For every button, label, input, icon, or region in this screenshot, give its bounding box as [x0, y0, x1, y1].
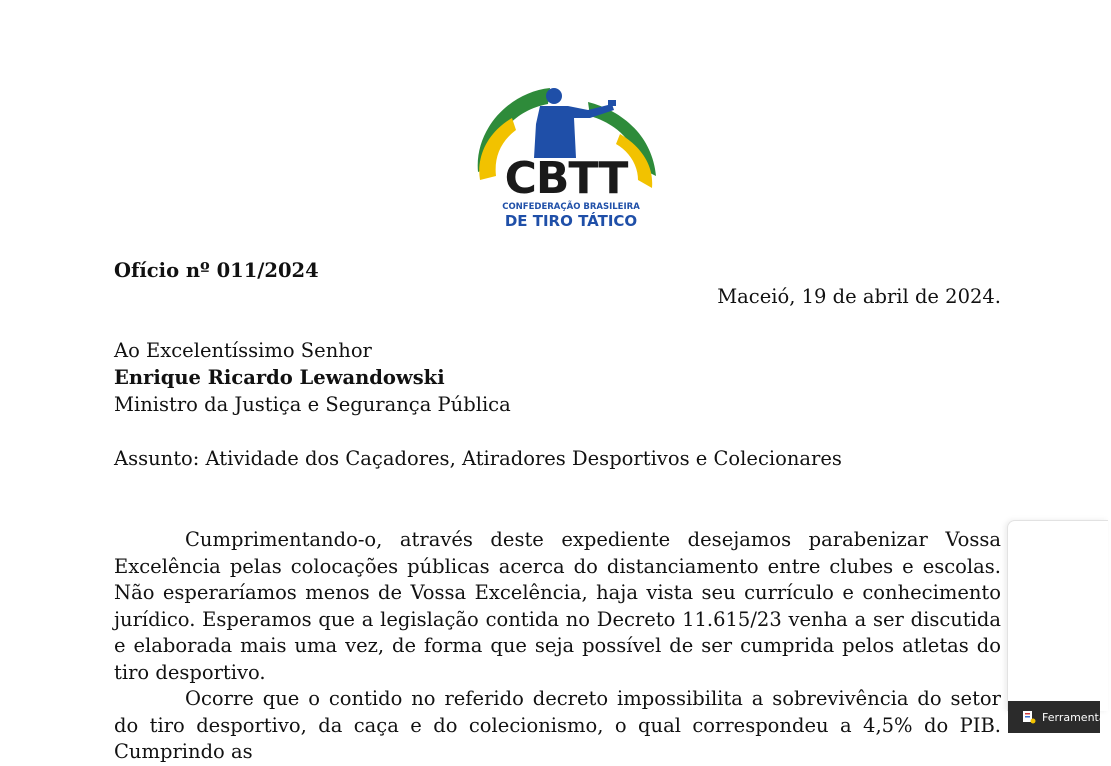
- addressee-title: Ministro da Justiça e Segurança Pública: [114, 393, 511, 416]
- side-panel: [1007, 520, 1108, 711]
- logo-subtitle-line2: DE TIRO TÁTICO: [504, 212, 638, 230]
- document-reference: Ofício nº 011/2024: [114, 259, 319, 282]
- tools-label: Ferramentas: [1042, 710, 1111, 724]
- logo-subtitle-line1: CONFEDERAÇÃO BRASILEIRA: [502, 202, 640, 212]
- tools-icon: [1022, 710, 1036, 724]
- addressee-name: Enrique Ricardo Lewandowski: [114, 366, 445, 389]
- document-subject: Assunto: Atividade dos Caçadores, Atiradores Desportivos e Colecionares: [114, 447, 842, 470]
- tools-button[interactable]: [1008, 701, 1111, 733]
- logo-abbreviation: CBTT: [504, 153, 628, 204]
- body-paragraph-2: Ocorre que o contido no referido decreto impossibilita a sobrevivência do setor do tiro desportivo, da caça e do colecionismo, o qual correspondeu a 4,5% do PIB. Cumprindo as: [114, 687, 1001, 763]
- document-date: Maceió, 19 de abril de 2024.: [717, 285, 1001, 308]
- addressee-salutation: Ao Excelentíssimo Senhor: [114, 339, 372, 362]
- cbtt-logo: [470, 84, 660, 234]
- body-paragraph-1: Cumprimentando-o, através deste expediente desejamos parabenizar Vossa Excelência pelas colocações públicas acerca do distanciamento entre clubes e escolas. Não esperaríamos menos de Vossa Excelência, haja vista seu currículo e conhecimento jurídico. Esperamos que a legislação contida no Decreto 11.615/23 venha a ser discutida e elaborada mais uma vez, de forma que seja possível de ser cumprida pelos atletas do tiro desportivo.: [114, 528, 1001, 684]
